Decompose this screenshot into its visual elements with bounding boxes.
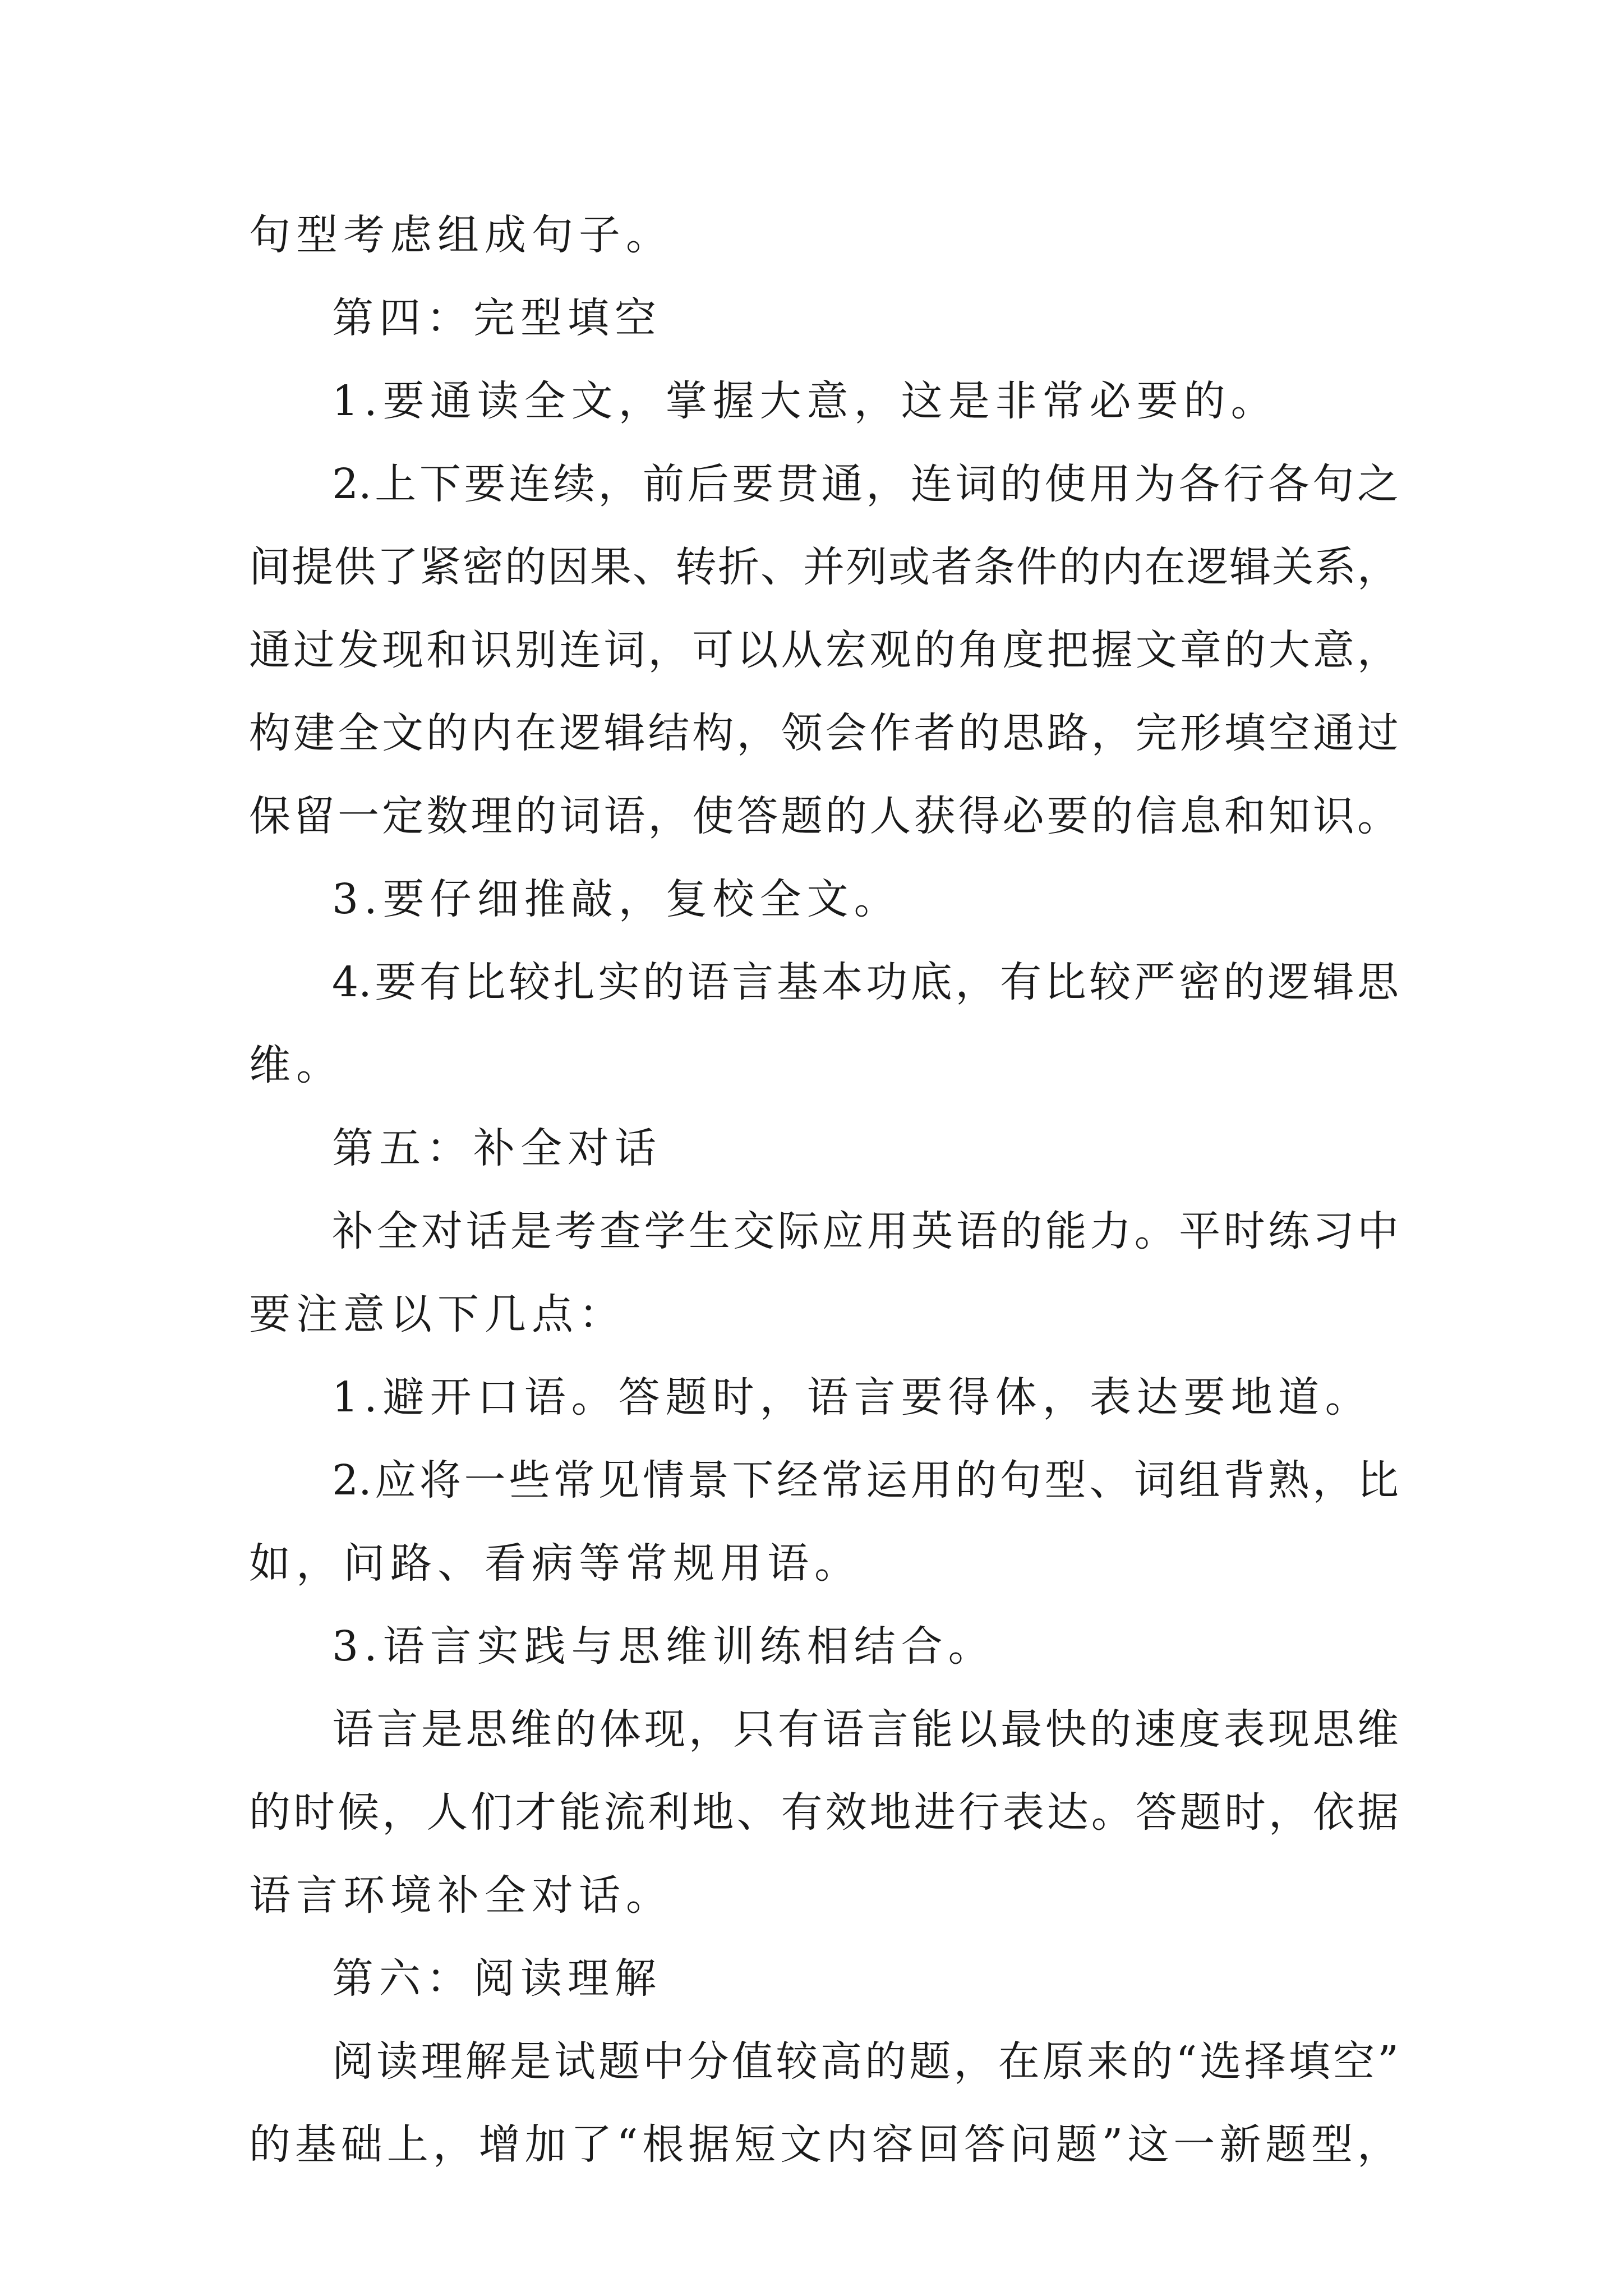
text-line: 1.避开口语。答题时，语言要得体，表达要地道。 bbox=[332, 1373, 1372, 1421]
text-line: 句型考虑组成句子。 bbox=[249, 211, 673, 259]
section-heading: 第四：完型填空 bbox=[332, 294, 662, 342]
text-line: 保留一定数理的词语，使答题的人获得必要的信息和知识。 bbox=[249, 792, 1399, 840]
text-line: 维。 bbox=[249, 1041, 343, 1089]
text-line: 要注意以下几点： bbox=[249, 1290, 626, 1338]
text-line: 3.要仔细推敲，复校全文。 bbox=[332, 875, 901, 923]
text-line: 补全对话是考查学生交际应用英语的能力。平时练习中 bbox=[332, 1207, 1399, 1255]
text-line: 语言环境补全对话。 bbox=[249, 1871, 673, 1920]
text-line: 2.上下要连续，前后要贯通，连词的使用为各行各句之 bbox=[332, 460, 1399, 508]
text-line: 阅读理解是试题中分值较高的题，在原来的“选择填空” bbox=[332, 2037, 1399, 2086]
text-line: 通过发现和识别连词，可以从宏观的角度把握文章的大意， bbox=[249, 626, 1399, 674]
text-line: 1.要通读全文，掌握大意，这是非常必要的。 bbox=[332, 377, 1278, 425]
section-heading: 第六：阅读理解 bbox=[332, 1954, 662, 2003]
text-line: 3.语言实践与思维训练相结合。 bbox=[332, 1622, 995, 1671]
text-line: 如，问路、看病等常规用语。 bbox=[249, 1539, 861, 1588]
text-line: 构建全文的内在逻辑结构，领会作者的思路，完形填空通过 bbox=[249, 709, 1399, 757]
text-line: 的基础上，增加了“根据短文内容回答问题”这一新题型， bbox=[249, 2120, 1399, 2169]
text-line: 4.要有比较扎实的语言基本功底，有比较严密的逻辑思 bbox=[332, 958, 1399, 1006]
text-line: 语言是思维的体现，只有语言能以最快的速度表现思维 bbox=[332, 1705, 1399, 1754]
text-line: 的时候，人们才能流利地、有效地进行表达。答题时，依据 bbox=[249, 1788, 1399, 1837]
text-line: 间提供了紧密的因果、转折、并列或者条件的内在逻辑关系， bbox=[249, 543, 1399, 591]
section-heading: 第五：补全对话 bbox=[332, 1124, 662, 1172]
text-line: 2.应将一些常见情景下经常运用的句型、词组背熟，比 bbox=[332, 1456, 1399, 1504]
